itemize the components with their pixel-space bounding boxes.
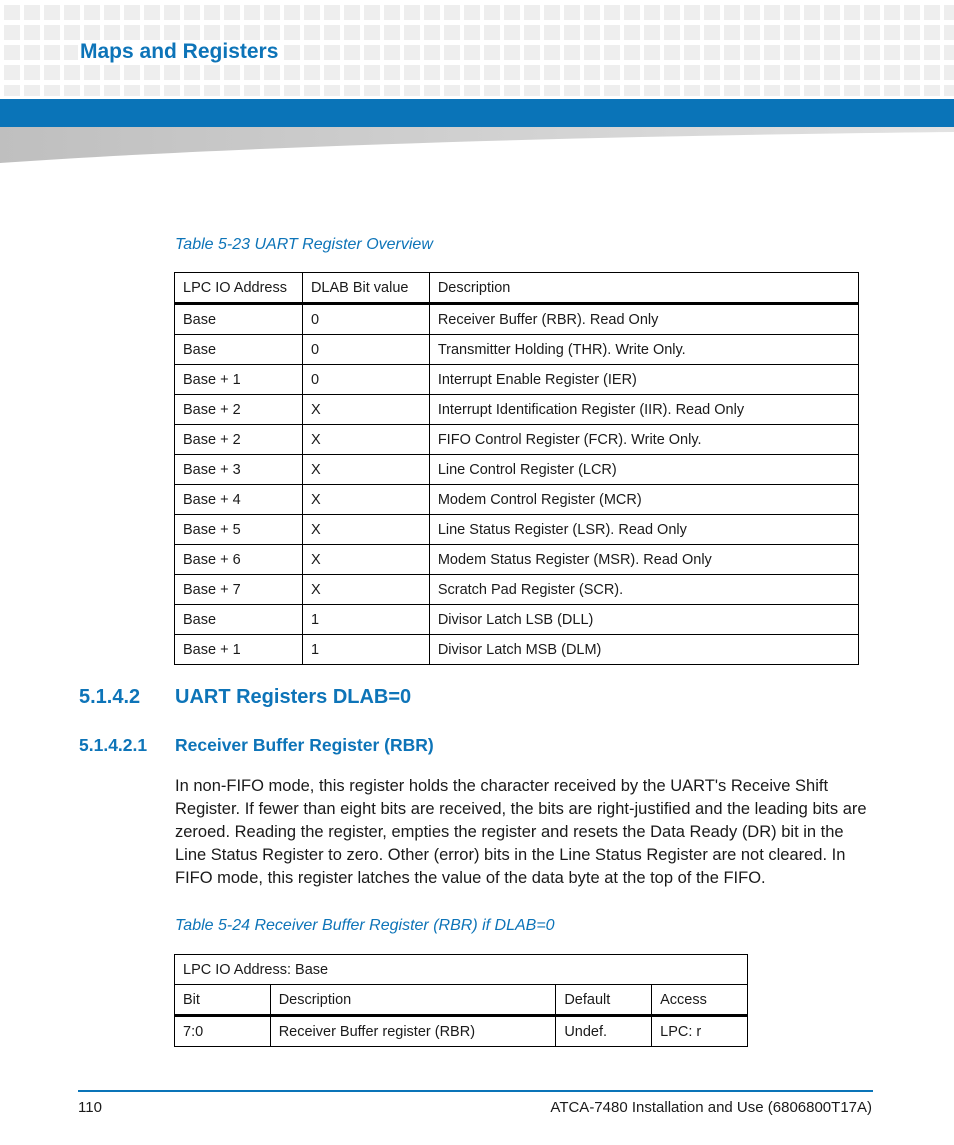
bit-cell: 7:0: [175, 1016, 271, 1047]
description-cell: Scratch Pad Register (SCR).: [429, 575, 858, 605]
description-cell: Receiver Buffer register (RBR): [270, 1016, 556, 1047]
table-header-row: [175, 273, 859, 304]
uart-register-overview-table: [174, 272, 859, 665]
address-cell: LPC IO Address: Base: [175, 955, 748, 985]
address-cell: Base + 2: [175, 425, 303, 455]
table-row: [175, 485, 859, 515]
dlab-cell: X: [302, 485, 429, 515]
dlab-cell: X: [302, 575, 429, 605]
description-cell: Transmitter Holding (THR). Write Only.: [429, 335, 858, 365]
table-row: [175, 425, 859, 455]
column-header: Description: [270, 985, 556, 1016]
table-5-23-caption: Table 5-23 UART Register Overview: [175, 236, 433, 253]
page-number: 110: [78, 1099, 102, 1116]
page-title: Maps and Registers: [78, 40, 282, 64]
table-row: [175, 365, 859, 395]
description-cell: Divisor Latch LSB (DLL): [429, 605, 858, 635]
description-cell: FIFO Control Register (FCR). Write Only.: [429, 425, 858, 455]
address-cell: Base + 5: [175, 515, 303, 545]
subsection-number: 5.1.4.2.1: [79, 735, 148, 755]
description-cell: Line Status Register (LSR). Read Only: [429, 515, 858, 545]
description-cell: Interrupt Identification Register (IIR). Read Only: [429, 395, 858, 425]
dlab-cell: X: [302, 515, 429, 545]
dlab-cell: 0: [302, 365, 429, 395]
column-header: Bit: [175, 985, 271, 1016]
dlab-cell: X: [302, 455, 429, 485]
default-cell: Undef.: [556, 1016, 652, 1047]
section-title: UART Registers DLAB=0: [175, 686, 412, 708]
column-header: DLAB Bit value: [302, 273, 429, 304]
table-row: [175, 1016, 748, 1047]
table-row: [175, 575, 859, 605]
address-cell: Base: [175, 304, 303, 335]
description-cell: Interrupt Enable Register (IER): [429, 365, 858, 395]
dlab-cell: 0: [302, 335, 429, 365]
table-row: [175, 515, 859, 545]
dlab-cell: X: [302, 395, 429, 425]
table-row: [175, 395, 859, 425]
rbr-description-paragraph: In non-FIFO mode, this register holds the character received by the UART's Receive Shift Register. If fewer than eight bits are received, the bits are right-justified and the leading bits are zeroed. Reading the register, empties the register and resets the Data Ready (DR) bit in the Line Status Register to zero. Other (error) bits in the Line Status Register are not cleared. In FIFO mode, this register latches the value of the data byte at the top of the FIFO.: [175, 777, 867, 887]
description-cell: Modem Control Register (MCR): [429, 485, 858, 515]
description-cell: Modem Status Register (MSR). Read Only: [429, 545, 858, 575]
table-header-row: [175, 985, 748, 1016]
receiver-buffer-register-table: [174, 954, 748, 1047]
dlab-cell: 1: [302, 635, 429, 665]
address-row: [175, 955, 748, 985]
table-row: [175, 635, 859, 665]
access-cell: LPC: r: [652, 1016, 748, 1047]
dlab-cell: 1: [302, 605, 429, 635]
table-row: [175, 335, 859, 365]
subsection-title: Receiver Buffer Register (RBR): [175, 735, 434, 755]
table-row: [175, 545, 859, 575]
description-cell: Receiver Buffer (RBR). Read Only: [429, 304, 858, 335]
section-heading: [79, 686, 411, 709]
address-cell: Base + 1: [175, 635, 303, 665]
dlab-cell: 0: [302, 304, 429, 335]
column-header: Default: [556, 985, 652, 1016]
table-row: [175, 605, 859, 635]
description-cell: Divisor Latch MSB (DLM): [429, 635, 858, 665]
subsection-heading: [79, 735, 434, 756]
address-cell: Base + 4: [175, 485, 303, 515]
dlab-cell: X: [302, 545, 429, 575]
table-5-24-caption: Table 5-24 Receiver Buffer Register (RBR) if DLAB=0: [175, 917, 555, 934]
column-header: Description: [429, 273, 858, 304]
header-blue-bar: [0, 99, 954, 127]
document-title: ATCA-7480 Installation and Use (6806800T17A): [550, 1099, 872, 1116]
dlab-cell: X: [302, 425, 429, 455]
address-cell: Base: [175, 605, 303, 635]
column-header: LPC IO Address: [175, 273, 303, 304]
address-cell: Base: [175, 335, 303, 365]
section-number: 5.1.4.2: [79, 686, 141, 708]
address-cell: Base + 3: [175, 455, 303, 485]
table-row: [175, 455, 859, 485]
address-cell: Base + 1: [175, 365, 303, 395]
address-cell: Base + 6: [175, 545, 303, 575]
description-cell: Line Control Register (LCR): [429, 455, 858, 485]
address-cell: Base + 7: [175, 575, 303, 605]
table-row: [175, 304, 859, 335]
column-header: Access: [652, 985, 748, 1016]
header-gray-swoosh: [0, 127, 954, 163]
address-cell: Base + 2: [175, 395, 303, 425]
footer-rule: [78, 1090, 873, 1092]
